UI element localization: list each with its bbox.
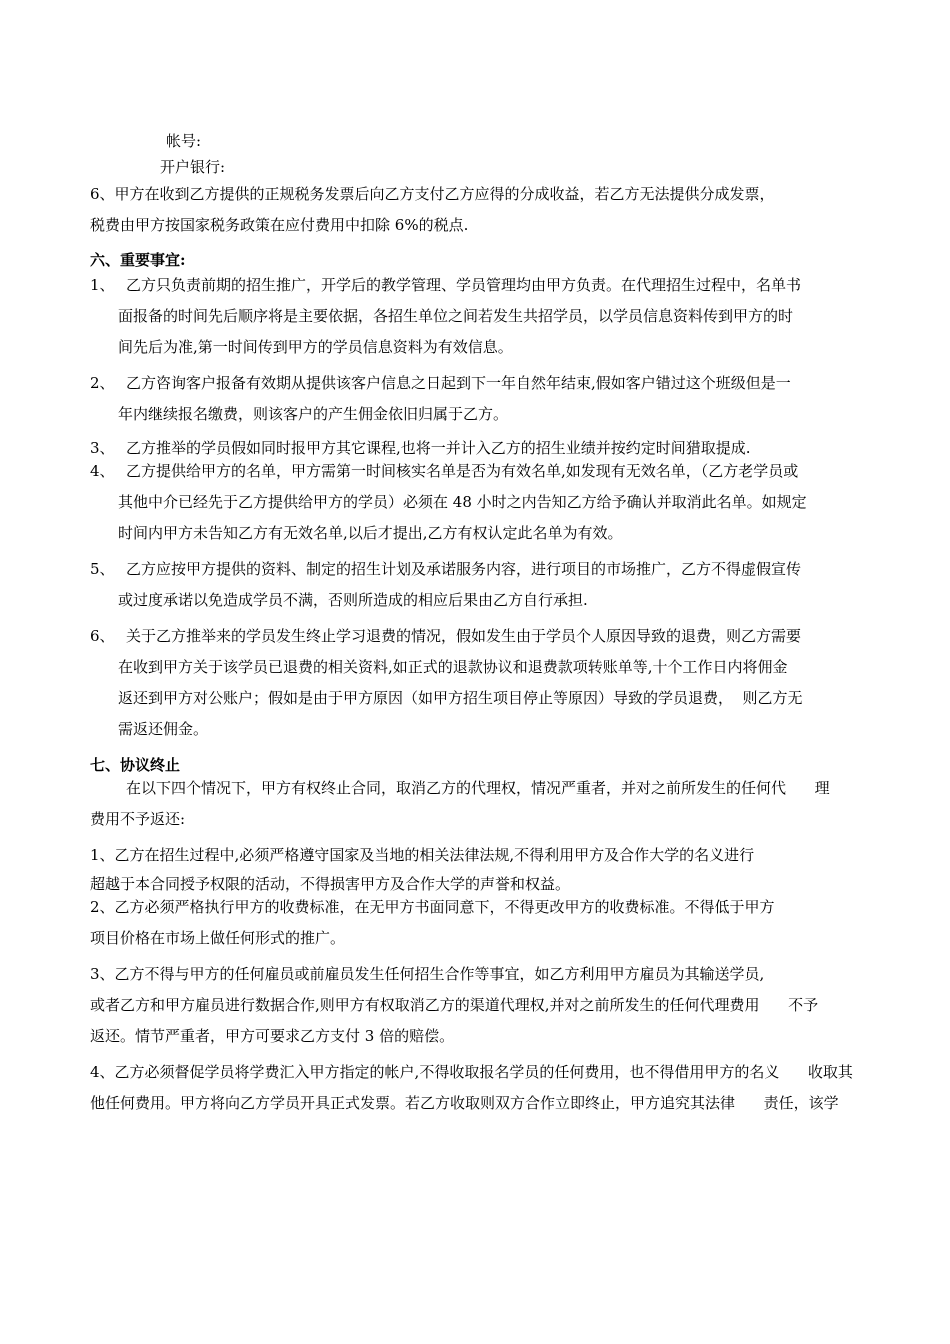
s7-item3-line: 或者乙方和甲方雇员进行数据合作,则甲方有权取消乙方的渠道代理权,并对之前所发生的任何代理费用 不予 (90, 996, 819, 1014)
s6-item6-number: 6、 (90, 627, 115, 645)
s6-item1-number: 1、 (90, 276, 115, 294)
s6-item5-line: 或过度承诺以免造成学员不满，否则所造成的相应后果由乙方自行承担. (118, 591, 588, 609)
s6-item1-line: 乙方只负责前期的招生推广，开学后的教学管理、学员管理均由甲方负责。在代理招生过程中，名单书 (126, 276, 802, 294)
s6-item3-number: 3、 (90, 439, 115, 457)
s7-intro-line: 费用不予返还: (90, 810, 186, 828)
s6-item4-line: 其他中介已经先于乙方提供给甲方的学员）必须在 48 小时之内告知乙方给予确认并取消此名单。如规定 (118, 493, 807, 511)
s6-item2-number: 2、 (90, 374, 115, 392)
s7-item1-line: 1、乙方在招生过程中,必须严格遵守国家及当地的相关法律法规,不得利用甲方及合作大学的名义进行 (90, 846, 755, 864)
s6-item6-line: 返还到甲方对公账户；假如是由于甲方原因（如甲方招生项目停止等原因）导致的学员退费， 则乙方无 (118, 689, 803, 707)
bank-label: 开户银行: (160, 158, 226, 176)
s7-item4-line: 他任何费用。甲方将向乙方学员开具正式发票。若乙方收取则双方合作立即终止，甲方追究其法律 责任，该学 (90, 1094, 839, 1112)
item6-line-2: 税费由甲方按国家税务政策在应付费用中扣除 6%的税点. (90, 216, 469, 234)
s6-item1-line: 面报备的时间先后顺序将是主要依据，各招生单位之间若发生共招学员，以学员信息资料传到甲方的时 (118, 307, 794, 325)
item6-line-1: 6、甲方在收到乙方提供的正规税务发票后向乙方支付乙方应得的分成收益，若乙方无法提供分成发票， (90, 185, 775, 203)
s6-item6-line: 在收到甲方关于该学员已退费的相关资料,如正式的退款协议和退费款项转账单等,十个工作日内将佣金 (118, 658, 788, 676)
s6-item5-number: 5、 (90, 560, 115, 578)
s7-intro-line: 在以下四个情况下，甲方有权终止合同，取消乙方的代理权，情况严重者，并对之前所发生的任何代 理 (126, 779, 830, 797)
account-number-label: 帐号: (166, 132, 202, 150)
s7-item2-line: 2、乙方必须严格执行甲方的收费标准，在无甲方书面同意下，不得更改甲方的收费标准。不得低于甲方 (90, 898, 775, 916)
s6-item2-line: 年内继续报名缴费，则该客户的产生佣金依旧归属于乙方。 (118, 405, 509, 423)
s6-item4-line: 时间内甲方未告知乙方有无效名单,以后才提出,乙方有权认定此名单为有效。 (118, 524, 623, 542)
s6-item2-line: 乙方咨询客户报备有效期从提供该客户信息之日起到下一年自然年结束,假如客户错过这个班级但是一 (126, 374, 791, 392)
s7-item2-line: 项目价格在市场上做任何形式的推广。 (90, 929, 346, 947)
s7-item1-line: 超越于本合同授予权限的活动，不得损害甲方及合作大学的声誉和权益。 (90, 875, 571, 893)
section6-heading: 六、重要事宜: (90, 251, 186, 269)
s6-item5-line: 乙方应按甲方提供的资料、制定的招生计划及承诺服务内容，进行项目的市场推广，乙方不得虚假宣传 (126, 560, 802, 578)
s7-item3-line: 3、乙方不得与甲方的任何雇员或前雇员发生任何招生合作等事宜，如乙方利用甲方雇员为其输送学员, (90, 965, 765, 983)
s7-item3-line: 返还。情节严重者，甲方可要求乙方支付 3 倍的赔偿。 (90, 1027, 455, 1045)
s6-item1-line: 间先后为准,第一时间传到甲方的学员信息资料为有效信息。 (118, 338, 513, 356)
s6-item3-line: 乙方推举的学员假如同时报甲方其它课程,也将一并计入乙方的招生业绩并按约定时间猎取提成. (126, 439, 751, 457)
s6-item6-line: 需返还佣金。 (118, 720, 209, 738)
s6-item4-line: 乙方提供给甲方的名单，甲方需第一时间核实名单是否为有效名单,如发现有无效名单，（乙方老学员或 (126, 462, 799, 480)
s6-item6-line: 关于乙方推举来的学员发生终止学习退费的情况，假如发生由于学员个人原因导致的退费，则乙方需要 (126, 627, 802, 645)
section7-heading: 七、协议终止 (90, 756, 181, 774)
s7-item4-line: 4、乙方必须督促学员将学费汇入甲方指定的帐户,不得收取报名学员的任何费用，也不得借用甲方的名义 收取其 (90, 1063, 853, 1081)
s6-item4-number: 4、 (90, 462, 115, 480)
